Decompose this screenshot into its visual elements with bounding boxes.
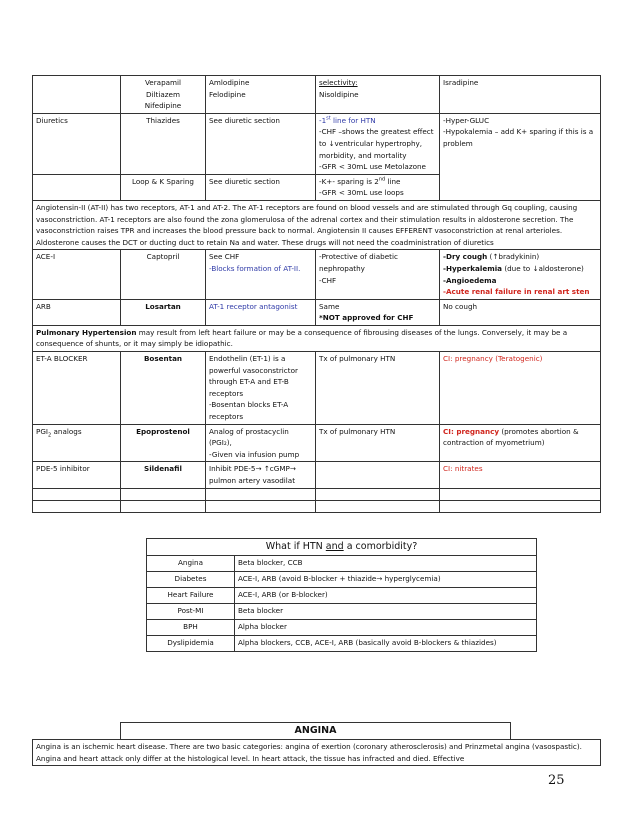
table-row: ET-A BLOCKER Bosentan Endothelin (ET-1) is a powerful vasoconstrictor through ET-A and ET-B receptors -Bosentan blocks ET-A receptors Tx of pulmonary HTN CI: pregnancy (Teratogenic) [33, 352, 601, 425]
angina-title: ANGINA [121, 723, 511, 740]
ccb-drugs-2: Amlodipine Felodipine [206, 76, 316, 114]
table-row [33, 200, 601, 249]
table-row: BPH Alpha blocker [147, 620, 537, 636]
ccb-drugs-1: Verapamil Diltiazem Nifedipine [121, 76, 206, 114]
table-row: Angina Beta blocker, CCB [147, 556, 537, 572]
table-row [33, 488, 601, 500]
table-row [147, 539, 537, 556]
table-row [33, 325, 601, 351]
table-row: PDE-5 inhibitor Sildenafil Inhibit PDE-5→ ↑cGMP→ pulmon artery vasodilat CI: nitrates [33, 462, 601, 488]
angina-table [32, 722, 601, 766]
table-row [33, 500, 601, 512]
table-row: Diuretics Thiazides See diuretic section -1st line for HTN -CHF –shows the greatest effect to ↓ventricular hypertrophy, morbidity, and mortality -GFR < 30mL use Metolazone -Hyper-GLUC -Hypokalemia – add K+ sparing if this is a problem [33, 113, 601, 174]
table-row: ACE-I Captopril See CHF -Blocks formation of AT-II. -Protective of diabetic nephropathy -CHF -Dry cough (↑bradykinin) -Hyperkalemia (due to ↓aldosterone) -Angioedema -Acute renal failure in renal art sten [33, 250, 601, 299]
table-row: $PGI_2$ analogs Epoprostenol Analog of prostacyclin (PGI₂), -Given via infusion pump Tx of pulmonary HTN CI: pregnancy (promotes abortion & contraction of myometrium) [33, 424, 601, 462]
table-row: Loop & K Sparing See diuretic section -K+- sparing is 2nd line -GFR < 30mL use loops [33, 174, 601, 200]
ccb-drugs-3: selectivity: Nisoldipine [316, 76, 440, 114]
table-row: ARB Losartan AT-1 receptor antagonist Same *NOT approved for CHF No cough [33, 299, 601, 325]
comorbidity-table [146, 538, 537, 652]
comorbidity-title: What if HTN and a comorbidity? [147, 539, 537, 556]
table-row [33, 76, 601, 114]
angiotensin-paragraph: Angiotensin-II (AT-II) has two receptors, AT-1 and AT-2. The AT-1 receptors are found on blood vessels and are stimulated through Gq coupling, causing vasoconstriction. AT-1 receptors are also found the zona glomerulosa of the adrenal cortex and their stimulation results in aldosterone secretion. The vasoconstriction raises TPR and increases the blood pressure back to normal. Angiotensin II causes EFFERENT vasoconstriction at renal arterioles. Aldosterone causes the DCT or ducting duct to retain Na and water. These drugs will not need the coadministration of diuretics [33, 200, 601, 249]
table-row [33, 723, 601, 740]
page-number: 25 [548, 773, 565, 788]
drug-table [32, 75, 601, 513]
table-row: Heart Failure ACE-I, ARB (or B-blocker) [147, 588, 537, 604]
ccb-drugs-4: Isradipine [440, 76, 601, 114]
pulmonary-paragraph: Pulmonary Hypertension may result from left heart failure or may be a consequence of fibrousing diseases of the lungs. Conversely, it may be a consequence of shunts, or it may simply be idiopathic. [33, 325, 601, 351]
table-row [33, 740, 601, 766]
table-row: Diabetes ACE-I, ARB (avoid B-blocker + thiazide→ hyperglycemia) [147, 572, 537, 588]
table-row: Post-MI Beta blocker [147, 604, 537, 620]
angina-paragraph: Angina is an ischemic heart disease. There are two basic categories: angina of exertion (coronary atherosclerosis) and Prinzmetal angina (vasospastic). Angina and heart attack only differ at the histological level. In heart attack, the tissue has infracted and died. Effective [33, 740, 601, 766]
table-row: Dyslipidemia Alpha blockers, CCB, ACE-I, ARB (basically avoid B-blockers & thiazides) [147, 636, 537, 652]
